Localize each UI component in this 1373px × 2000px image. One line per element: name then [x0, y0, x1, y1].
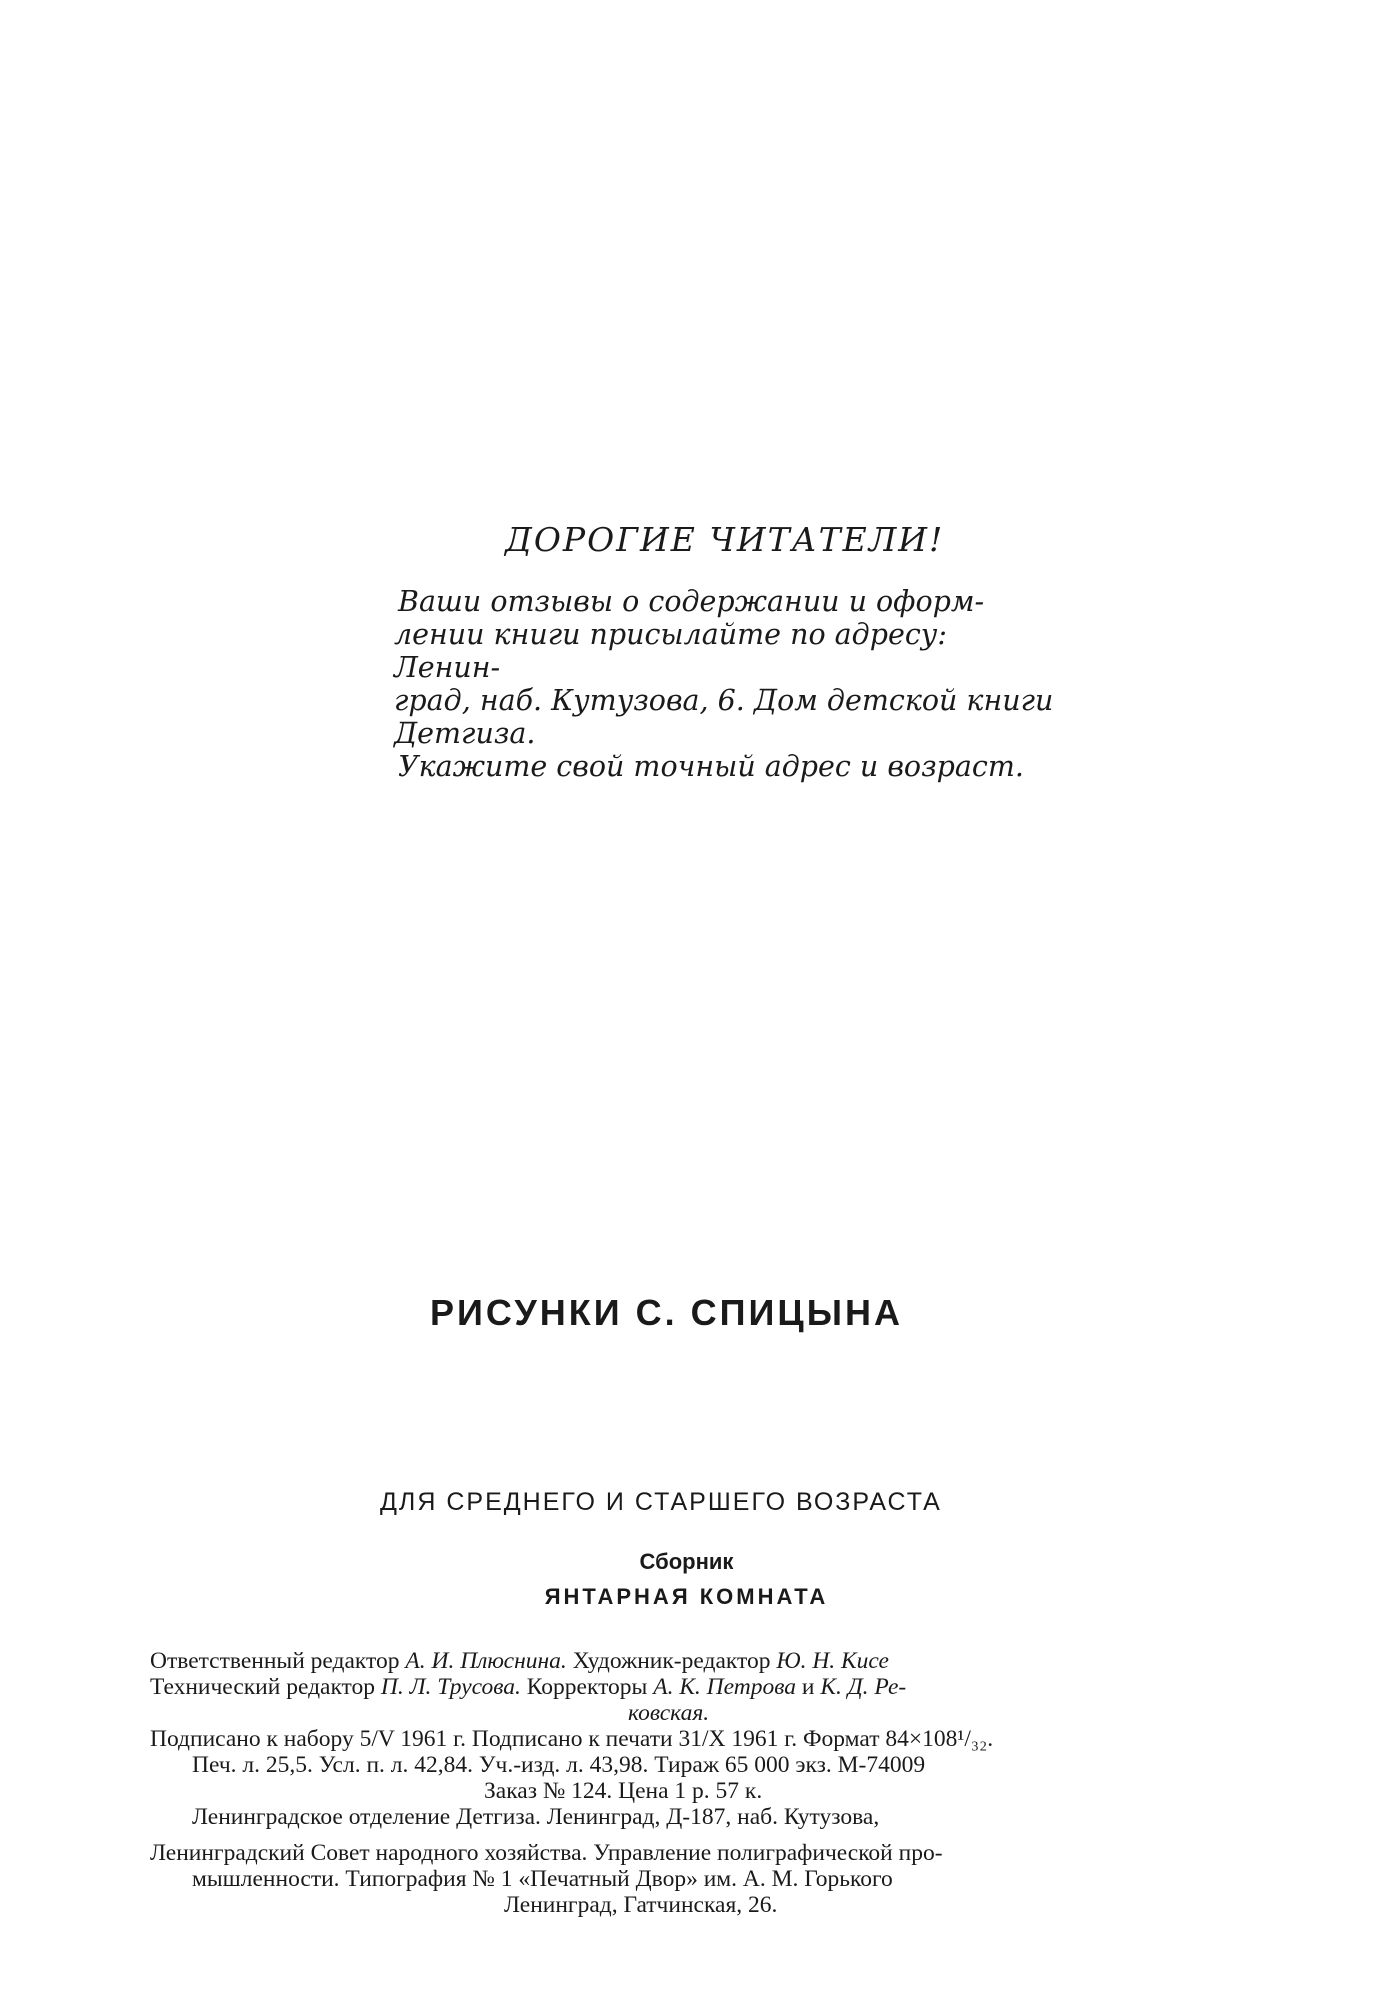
- corrector-name: А. К. Петрова: [653, 1674, 797, 1700]
- age-group: ДЛЯ СРЕДНЕГО И СТАРШЕГО ВОЗРАСТА: [380, 1488, 942, 1516]
- readers-notice-line: град, наб. Кутузова, 6. Дом детской книги: [394, 684, 1054, 717]
- and-word: и: [801, 1674, 815, 1700]
- imprint-address-line: Ленинград, Гатчинская, 26.: [504, 1892, 778, 1918]
- tech-editor-name: П. Л. Трусова.: [380, 1674, 521, 1700]
- editor-label: Ответственный редактор: [150, 1648, 400, 1674]
- collection-title: ЯНТАРНАЯ КОМНАТА: [544, 1584, 829, 1609]
- tech-editor-label: Технический редактор: [150, 1674, 376, 1700]
- imprint-tech-line: [150, 1674, 1240, 1700]
- readers-notice-line: Ваши отзывы о содержании и оформ-: [398, 585, 985, 618]
- art-editor-name: Ю. Н. Кисе: [776, 1648, 889, 1674]
- art-editor-label: Художник-редактор: [572, 1648, 771, 1674]
- imprint-signed-line: Подписано к набору 5/V 1961 г. Подписано к печати 31/X 1961 г. Формат 84×108¹/₃₂.: [150, 1726, 994, 1752]
- imprint: [150, 1648, 1240, 1918]
- corrector-name-cont: ковская.: [628, 1700, 710, 1726]
- imprint-council-line: Ленинградский Совет народного хозяйства. Управление полиграфической про-: [150, 1840, 943, 1866]
- readers-heading: ДОРОГИЕ ЧИТАТЕЛИ!: [505, 520, 945, 559]
- correctors-label: Корректоры: [526, 1674, 648, 1700]
- corrector-name: К. Д. Ре-: [820, 1674, 907, 1700]
- illustrations-credit: РИСУНКИ С. СПИЦЫНА: [430, 1292, 903, 1333]
- imprint-order-line: Заказ № 124. Цена 1 р. 57 к.: [484, 1778, 763, 1804]
- readers-notice-line: Укажите свой точный адрес и возраст.: [398, 750, 1024, 783]
- readers-notice-line: лении книги присылайте по адресу: Ленин-: [394, 618, 947, 684]
- readers-notice: [394, 585, 1054, 783]
- collection-label: Сборник: [639, 1549, 734, 1574]
- imprint-editors-line: [150, 1648, 1240, 1674]
- editor-name: А. И. Плюснина.: [405, 1648, 567, 1674]
- imprint-industry-line: мышленности. Типография № 1 «Печатный Двор» им. А. М. Горького: [192, 1866, 893, 1892]
- imprint-publisher-line: Ленинградское отделение Детгиза. Ленинград, Д-187, наб. Кутузова,: [192, 1804, 880, 1830]
- imprint-sheets-line: Печ. л. 25,5. Усл. п. л. 42,84. Уч.-изд. л. 43,98. Тираж 65 000 экз. М-74009: [192, 1752, 926, 1778]
- readers-notice-line: Детгиза.: [394, 717, 536, 750]
- imprint-corrector-cont: [150, 1700, 1240, 1726]
